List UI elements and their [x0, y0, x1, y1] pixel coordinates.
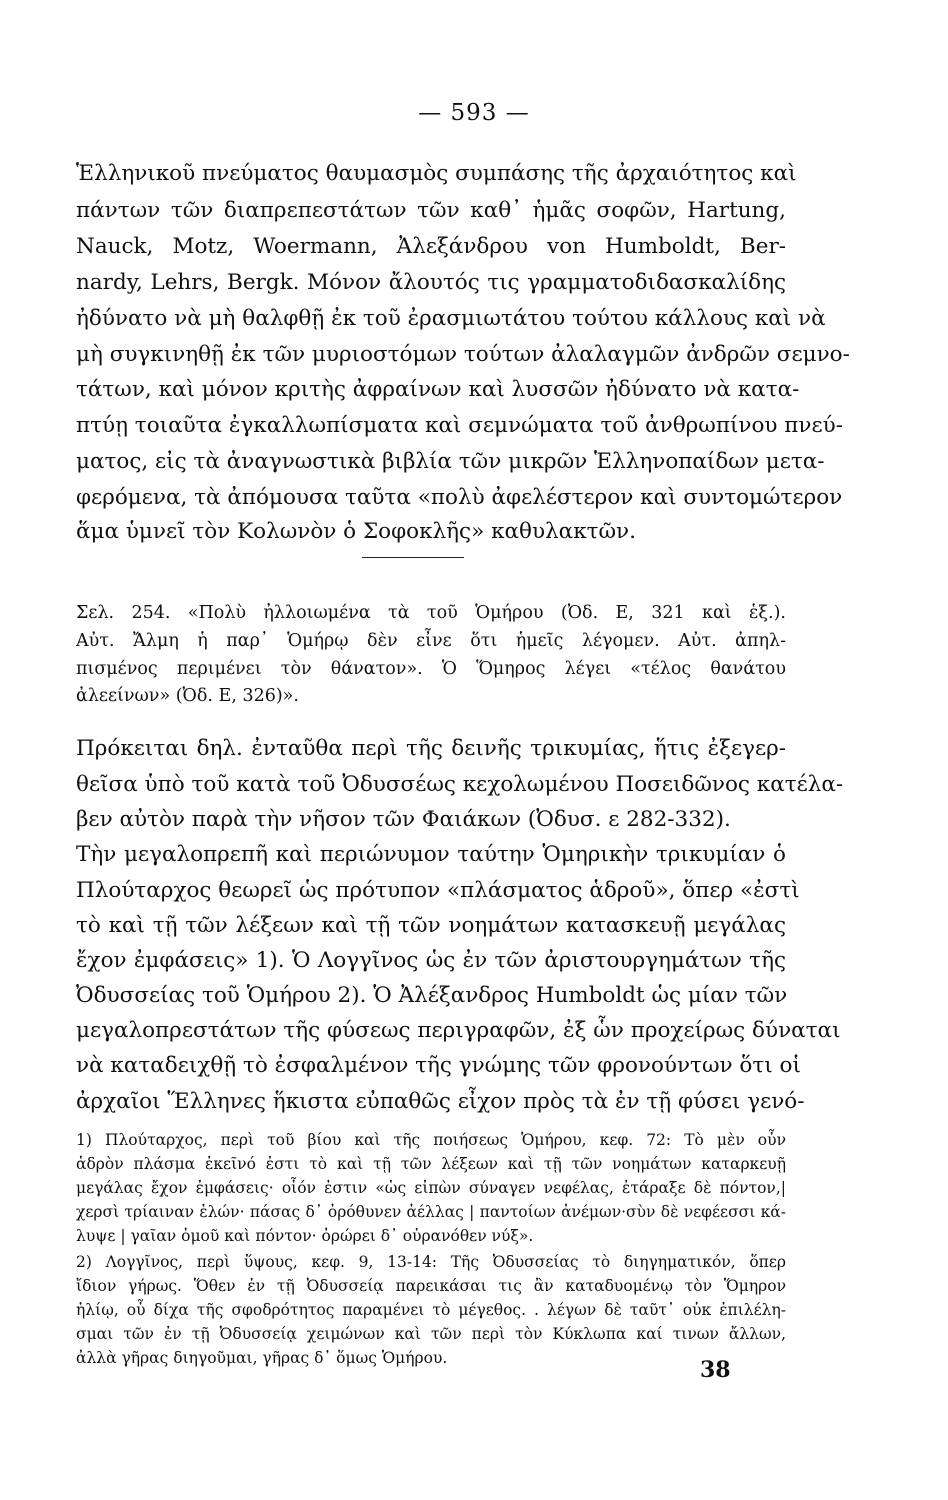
footnote-line: ἴδιον γήρως. Ὅθεν ἐν τῇ Ὀδυσσείᾳ παρεικάσαι τις ἂν καταδυομένῳ τὸν Ὅμηρον: [76, 1277, 786, 1295]
text-line: θεῖσα ὑπὸ τοῦ κατὰ τοῦ Ὀδυσσέως κεχολωμένου Ποσειδῶνος κατέλα-: [76, 772, 844, 797]
text-line: Ὀδυσσείας τοῦ Ὁμήρου 2). Ὁ Ἀλέξανδρος Humboldt ὡς μίαν τῶν: [76, 983, 788, 1008]
text-line: φερόμενα, τὰ ἀπόμουσα ταῦτα «πολὺ ἀφελέστερον καὶ συντομώτερον: [76, 485, 843, 510]
footnote-line: 1) Πλούταρχος, περὶ τοῦ βίου καὶ τῆς ποιήσεως Ὁμήρου, κεφ. 72: Τὸ μὲν οὖν: [76, 1131, 786, 1149]
text-line: μὴ συγκινηθῇ ἐκ τῶν μυριοστόμων τούτων ἀλαλαγμῶν ἀνδρῶν σεμνο-: [76, 342, 850, 367]
text-line: πτύῃ τοιαῦτα ἐγκαλλωπίσματα καὶ σεμνώματα τοῦ ἀνθρωπίνου πνεύ-: [76, 413, 843, 438]
text-line: ἠδύνατο νὰ μὴ θαλφθῇ ἐκ τοῦ ἐρασμιωτάτου τούτου κάλλους καὶ νὰ: [76, 306, 826, 331]
footnote-line: μεγάλας ἔχον ἐμφάσεις· οἷόν ἐστιν «ὡς εἰπὼν σύναγεν νεφέλας, ἐτάραξε δὲ πόντον,|: [76, 1179, 786, 1197]
text-line: Ἑλληνικοῦ πνεύματος θαυμασμὸς συμπάσης τῆς ἀρχαιότητος καὶ: [76, 161, 797, 186]
text-line: νὰ καταδειχθῇ τὸ ἐσφαλμένον τῆς γνώμης τῶν φρονούντων ὅτι οἱ: [76, 1053, 801, 1078]
signature-mark: 38: [700, 1357, 731, 1383]
quote-line: πισμένος περιμένει τὸν θάνατον». Ὁ Ὅμηρος λέγει «τέλος θανάτου: [76, 659, 786, 679]
footnote-line: λυψε | γαῖαν ὁμοῦ καὶ πόντον· ὀρώρει δ᾽ οὐρανόθεν νύξ».: [76, 1227, 534, 1245]
text-line: πάντων τῶν διαπρεπεστάτων τῶν καθ᾽ ἡμᾶς σοφῶν, Hartung,: [76, 198, 786, 223]
text-line: Πρόκειται δηλ. ἐνταῦθα περὶ τῆς δεινῆς τρικυμίας, ἥτις ἐξεγερ-: [76, 736, 786, 761]
text-line: Τὴν μεγαλοπρεπῆ καὶ περιώνυμον ταύτην Ὁμηρικὴν τρικυμίαν ὁ: [76, 842, 786, 867]
text-line: Πλούταρχος θεωρεῖ ὡς πρότυπον «πλάσματος ἁδροῦ», ὅπερ «ἐστὶ: [76, 878, 800, 903]
text-line: ματος, εἰς τὰ ἀναγνωστικὰ βιβλία τῶν μικρῶν Ἑλληνοπαίδων μετα-: [76, 449, 825, 474]
text-line: τάτων, καὶ μόνον κριτὴς ἀφραίνων καὶ λυσσῶν ἠδύνατο νὰ κατα-: [76, 377, 800, 402]
quote-line: ἀλεείνων» (Ὀδ. Ε, 326)».: [76, 686, 299, 706]
text-line: ἔχον ἐμφάσεις» 1). Ὁ Λογγῖνος ὡς ἐν τῶν ἀριστουργημάτων τῆς: [76, 948, 786, 973]
quote-line: Σελ. 254. «Πολὺ ἠλλοιωμένα τὰ τοῦ Ὁμήρου (Ὀδ. Ε, 321 καὶ ἑξ.).: [76, 603, 786, 623]
footnote-line: σμαι τῶν ἐν τῇ Ὀδυσσείᾳ χειμώνων καὶ τῶν περὶ τὸν Κύκλωπα καί τινων ἄλλων,: [76, 1325, 786, 1343]
footnote-line: χερσὶ τρίαιναν ἑλών· πάσας δ᾽ ὀρόθυνεν ἀέλλας | παντοίων ἀνέμων·σὺν δὲ νεφέεσσι κά-: [76, 1203, 786, 1221]
text-line: τὸ καὶ τῇ τῶν λέξεων καὶ τῇ τῶν νοημάτων κατασκευῇ μεγάλας: [76, 913, 786, 938]
text-line: nardy, Lehrs, Bergk. Μόνον ἄλουτός τις γραμματοδιδασκαλίδης: [76, 270, 786, 295]
text-line: μεγαλοπρεστάτων τῆς φύσεως περιγραφῶν, ἐξ ὧν προχείρως δύναται: [76, 1018, 841, 1043]
page-number: — 593 —: [418, 100, 530, 126]
text-line: ἀρχαῖοι Ἕλληνες ἥκιστα εὐπαθῶς εἶχον πρὸς τὰ ἐν τῇ φύσει γενό-: [76, 1089, 805, 1114]
text-line: βεν αὐτὸν παρὰ τὴν νῆσον τῶν Φαιάκων (Ὀδυσ. ε 282-332).: [76, 807, 731, 832]
quote-line: Αὐτ. Ἄλμη ἡ παρ᾽ Ὁμήρῳ δὲν εἶνε ὅτι ἡμεῖς λέγομεν. Αὐτ. ἀπηλ-: [76, 631, 786, 651]
text-line: ἅμα ὑμνεῖ τὸν Κολωνὸν ὁ Σοφοκλῆς» καθυλακτῶν.: [76, 519, 636, 544]
footnote-line: ἡλίῳ, οὗ δίχα τῆς σφοδρότητος παραμένει τὸ μέγεθος. . λέγων δὲ ταῦτ᾽ οὐκ ἐπιλέλη-: [76, 1301, 786, 1319]
footnote-line: ἀλλὰ γῆρας διηγοῦμαι, γῆρας δ᾽ ὅμως Ὁμήρου.: [76, 1349, 448, 1367]
footnote-line: 2) Λογγῖνος, περὶ ὕψους, κεφ. 9, 13-14: Τῆς Ὀδυσσείας τὸ διηγηματικόν, ὅπερ: [76, 1253, 786, 1271]
section-divider: [362, 557, 464, 558]
text-line: Nauck, Motz, Woermann, Ἀλεξάνδρου von Humboldt, Ber-: [76, 234, 786, 259]
footnote-line: ἁδρὸν πλάσμα ἐκεῖνό ἐστι τὸ καὶ τῇ τῶν λέξεων καὶ τῇ τῶν νοημάτων καταρκευῇ: [76, 1155, 786, 1173]
